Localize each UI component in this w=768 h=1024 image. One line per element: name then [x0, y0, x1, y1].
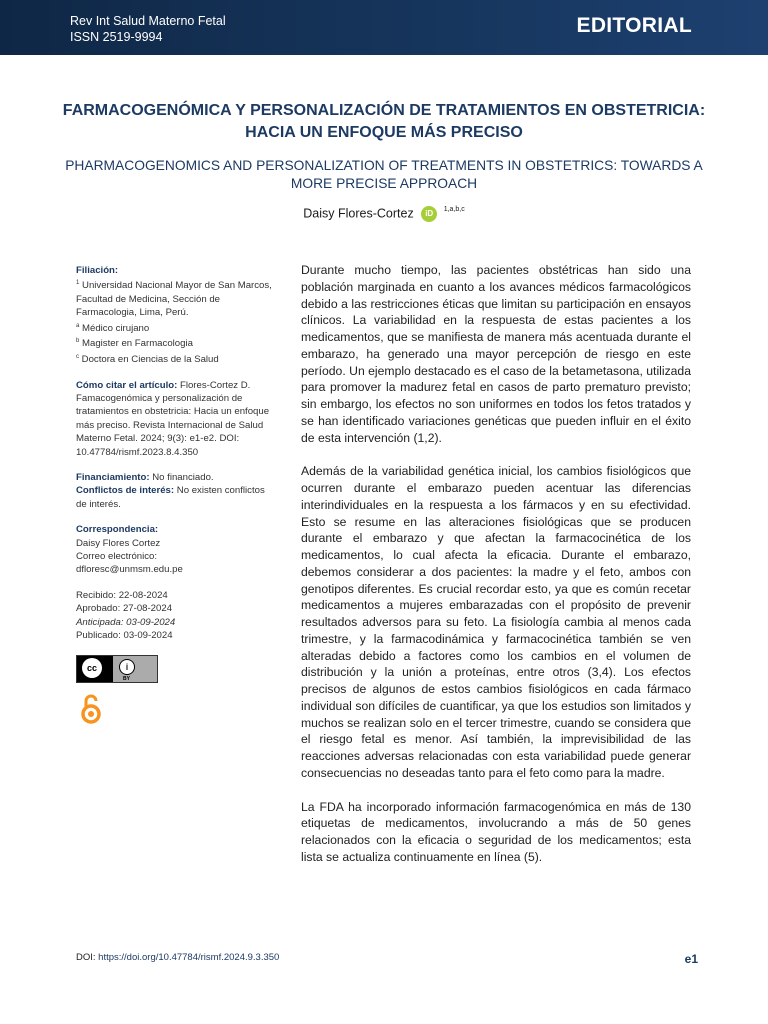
conflicts-text: No existen conflictos de interés. [76, 485, 265, 510]
affiliation-item: $^a$ Médico cirujano [76, 322, 150, 334]
citation-text: Flores-Cortez D. Famacogenómica y personalización de tratamientos en obstetricia: Hacia un enfoque más preciso. Revista Internacional de Salud Materno Fetal. 2024; 9(3): e1-e2. DOI: 10.47784/rismf.2023.8.4.350 [76, 379, 270, 458]
body-paragraph: La FDA ha incorporado información farmacogenómica en más de 130 etiquetas de medicamentos, involucrando a más de 50 genes relacionados con la eficacia o seguridad de los medicamentos; esta lista se actualiza continuamente en línea (5). [301, 799, 691, 864]
journal-issn: ISSN 2519-9994 [70, 30, 163, 44]
doi-label: DOI: [76, 952, 96, 963]
published-label: Publicado [76, 630, 119, 642]
page-number: e1 [684, 952, 698, 966]
correspondence-name: Daisy Flores Cortez [76, 537, 161, 549]
affiliation-block: Filiación: $^1$ Universidad Nacional Mayor de San Marcos, Facultad de Medicina, Sección de Farmacologia, Lima, Perú. $^a$ Médico cirujano $^b$ Magister en Farmacologia $^c$ Doctora en Ciencias de la Salud [76, 264, 276, 367]
email-label: Correo electrónico: [76, 551, 158, 563]
author-line [0, 206, 768, 222]
author-affiliation-marks: 1,a,b,c [443, 206, 465, 213]
approved-label: Aprobado [76, 603, 118, 615]
article-sidebar [76, 264, 276, 729]
section-label: EDITORIAL [576, 14, 692, 37]
body-paragraph: Durante mucho tiempo, las pacientes obstétricas han sido una población marginada en cuanto a los avances médicos farmacológicos debido a las restricciones éticas que limitan su participación en ensayos clínicos. La variabilidad en la respuesta de estas pacientes a los medicamentos, que se manifiesta de manera más acentuada durante el embarazo, ha generado una mayor percepción de riesgo en este período. Un ejemplo destacado es el caso de la betametasona, utilizada para promover la madurez fetal en casos de parto prematuro previsto; sin embargo, los efectos no son uniformes en todos los fetos tratados y se han identificado variaciones genéticas que pueden influir en el éxito de esta intervención (1,2). [301, 263, 691, 445]
citation-label: Cómo citar el artículo [76, 379, 175, 391]
cc-icon: cc [82, 658, 102, 678]
orcid-icon[interactable]: iD [421, 206, 437, 222]
received-label: Recibido [76, 589, 114, 601]
received-date: 22-08-2024 [118, 589, 168, 601]
correspondence-block: Correspondencia: Daisy Flores Cortez Correo electrónico: dfloresc@unmsm.edu.pe [76, 523, 276, 577]
funding-text: No financiado. [152, 472, 214, 484]
journal-header [0, 0, 768, 55]
doi-link[interactable]: https://doi.org/10.47784/rismf.2024.9.3.350 [98, 952, 280, 963]
published-date: 03-09-2024 [123, 630, 173, 642]
article-title-es: FARMACOGENÓMICA Y PERSONALIZACIÓN DE TRATAMIENTOS EN OBSTETRICIA: HACIA UN ENFOQUE MÁS PRECISO [62, 102, 706, 141]
journal-name: Rev Int Salud Materno Fetal [70, 14, 226, 28]
correspondence-label: Correspondencia [76, 524, 155, 536]
footer-doi [76, 952, 279, 963]
funding-block: Financiamiento: No financiado. Conflictos de interés: No existen conflictos de interés. [76, 472, 265, 510]
open-access-icon [80, 693, 276, 729]
conflicts-label: Conflictos de interés [76, 485, 171, 497]
dates-block: Recibido: 22-08-2024 Aprobado: 27-08-2024 Anticipada: 03-09-2024 Publicado: 03-09-2024 [76, 589, 176, 642]
citation-block: Cómo citar el artículo: Flores-Cortez D. Famacogenómica y personalización de tratamientos en obstetricia: Hacia un enfoque más preciso. Revista Internacional de Salud Materno Fetal. 2024; 9(3): e1-e2. DOI: 10.47784/rismf.2023.8.4.350 [76, 379, 270, 458]
affiliation-item: $^c$ Doctora en Ciencias de la Salud [76, 354, 219, 366]
article-body [301, 262, 691, 883]
license-by-text: BY [123, 675, 130, 682]
approved-date: 27-08-2024 [122, 603, 173, 615]
affiliation-item: $^1$ Universidad Nacional Mayor de San Marcos, Facultad de Medicina, Sección de Farmacologia, Lima, Perú. [76, 280, 272, 319]
attribution-icon: i [119, 659, 135, 675]
body-paragraph: Además de la variabilidad genética inicial, los cambios fisiológicos que ocurren durante el embarazo pueden acentuar las diferencias interindividuales en la respuesta a los fármacos y en su efectividad. Esto se resume en las alteraciones fisiológicas que se producen durante el embarazo y que afectan la farmacocinética de los medicamentos, lo cual afecta la eficacia. Durante el embarazo, debemos considerar a dos pacientes: la madre y el feto, ambos con genotipos diferentes. Es crucial recordar esto, ya que es común recetar medicamentos a mujeres embarazadas con el propósito de prevenir resultados adversos para su feto. La fisiología cambia al menos cada trimestre, y la farmacodinámica y farmacocinética también se ven alteradas debido a factores como los cambios en el volumen de distribución y la unión a proteínas, entre otros (3,4). Los efectos precisos de algunos de estos cambios fisiológicos en cada fármaco individual son difíciles de cuantificar, ya que los estudios son limitados y muchos se realizan solo en el tercer trimestre, cuando se considera que el riesgo fetal es menor. Así también, la imprevisibilidad de las reacciones adversas relacionadas con esta variabilidad puede generar consecuencias no deseadas tanto para el feto como para la madre. [301, 464, 691, 780]
article-title-en: PHARMACOGENOMICS AND PERSONALIZATION OF TREATMENTS IN OBSTETRICS: TOWARDS A MORE PRECISE APPROACH [65, 158, 703, 191]
cc-by-license-icon[interactable] [76, 655, 158, 683]
early-label: Anticipada [76, 616, 121, 628]
funding-label: Financiamiento [76, 472, 147, 484]
early-date: 03-09-2024 [126, 616, 176, 628]
affiliation-item: $^b$ Magister en Farmacologia [76, 338, 193, 350]
email-link[interactable]: dfloresc@unmsm.edu.pe [76, 564, 183, 576]
journal-info [70, 13, 226, 45]
affiliation-label: Filiación [76, 265, 115, 276]
author-name: Daisy Flores-Cortez [303, 206, 414, 221]
